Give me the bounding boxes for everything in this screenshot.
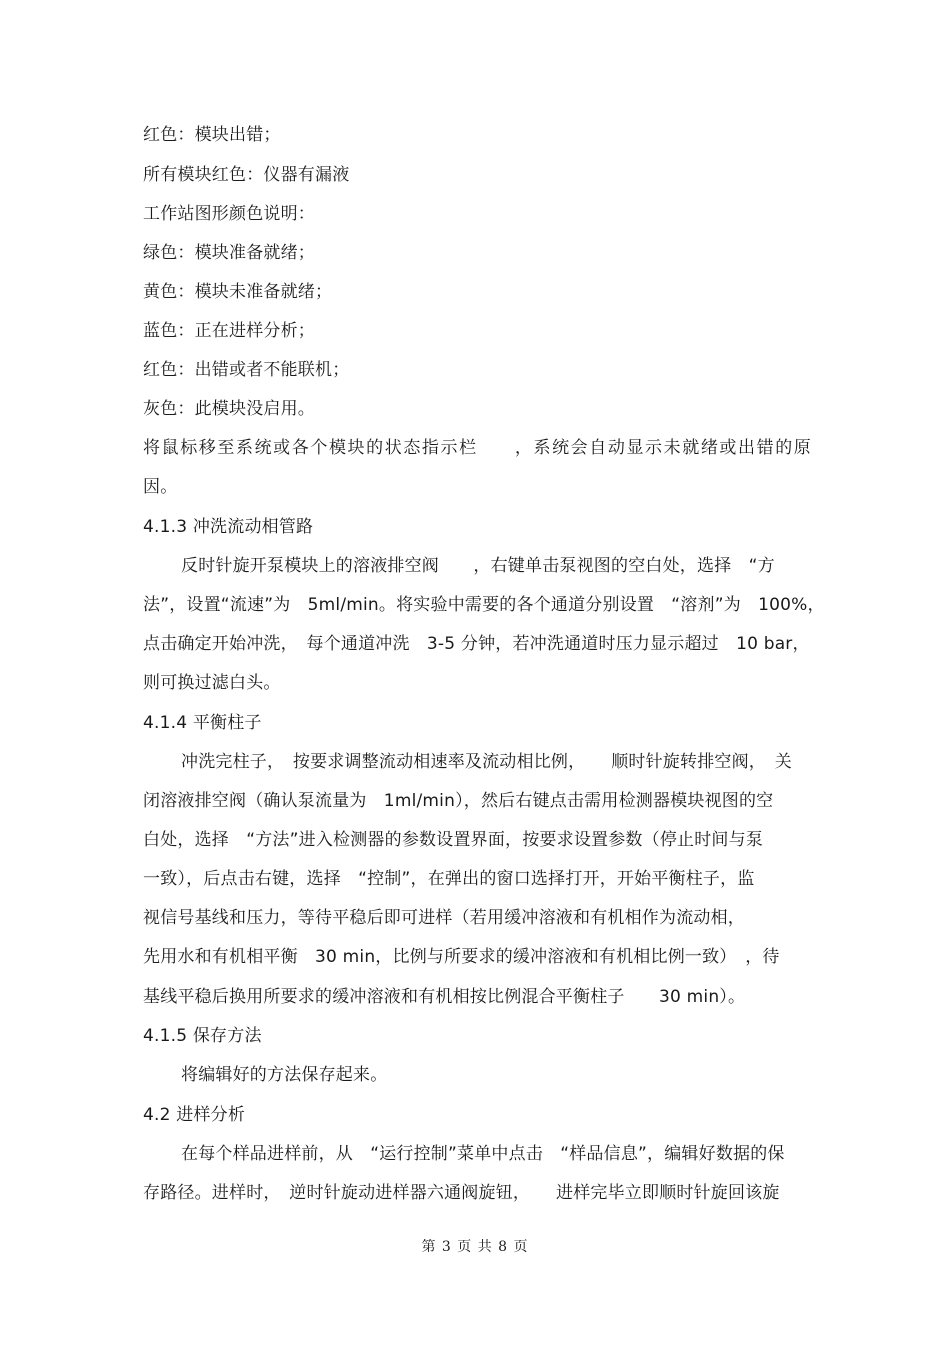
text-line: 在每个样品进样前，从 “运行控制”菜单中点击 “样品信息”，编辑好数据的保 <box>181 1144 785 1164</box>
text-line: 冲洗完柱子， 按要求调整流动相速率及流动相比例， 顺时针旋转排空阀， 关 <box>181 752 792 772</box>
text-line: 绿色：模块准备就绪； <box>143 243 315 263</box>
text-line: 蓝色：正在进样分析； <box>143 321 315 341</box>
text-line: 反时针旋开泵模块上的溶液排空阀 ，右键单击泵视图的空白处，选择 “方 <box>181 556 775 576</box>
text-line: 所有模块红色：仪器有漏液 <box>143 165 350 185</box>
text-line: 工作站图形颜色说明： <box>143 204 315 224</box>
page-number-footer: 第 3 页 共 8 页 <box>421 1239 529 1255</box>
text-line: 白处，选择 “方法”进入检测器的参数设置界面，按要求设置参数（停止时间与泵 <box>143 830 764 850</box>
text-line: 一致），后点击右键，选择 “控制”，在弹出的窗口选择打开，开始平衡柱子，监 <box>143 869 755 889</box>
text-line: 将鼠标移至系统或各个模块的状态指示栏 ，系统会自动显示未就绪或出错的原 <box>143 438 811 458</box>
text-line: 红色：出错或者不能联机； <box>143 360 350 380</box>
text-line: 闭溶液排空阀（确认泵流量为 1ml/min），然后右键点击需用检测器模块视图的空 <box>143 791 774 811</box>
text-line: 法”，设置“流速”为 5ml/min。将实验中需要的各个通道分别设置 “溶剂”为 100%， <box>143 595 825 615</box>
text-line: 基线平稳后换用所要求的缓冲溶液和有机相按比例混合平衡柱子 30 min）。 <box>143 987 746 1007</box>
text-line: 先用水和有机相平衡 30 min，比例与所要求的缓冲溶液和有机相比例一致） ，待 <box>143 947 780 967</box>
section-heading: 4.1.3 冲洗流动相管路 <box>143 517 314 537</box>
section-heading: 4.1.4 平衡柱子 <box>143 713 262 733</box>
text-line: 将编辑好的方法保存起来。 <box>181 1065 388 1085</box>
text-line: 红色：模块出错； <box>143 125 281 145</box>
text-line: 视信号基线和压力，等待平稳后即可进样（若用缓冲溶液和有机相作为流动相， <box>143 908 745 928</box>
text-line: 灰色：此模块没启用。 <box>143 399 315 419</box>
section-heading: 4.2 进样分析 <box>143 1105 246 1125</box>
text-line: 因。 <box>143 477 178 497</box>
text-line: 点击确定开始冲洗， 每个通道冲洗 3-5 分钟，若冲洗通道时压力显示超过 10 bar， <box>143 634 810 654</box>
section-heading: 4.1.5 保存方法 <box>143 1026 262 1046</box>
text-line: 存路径。进样时， 逆时针旋动进样器六通阀旋钮， 进样完毕立即顺时针旋回该旋 <box>143 1183 780 1203</box>
text-line: 黄色：模块未准备就绪； <box>143 282 333 302</box>
text-line: 则可换过滤白头。 <box>143 673 281 693</box>
